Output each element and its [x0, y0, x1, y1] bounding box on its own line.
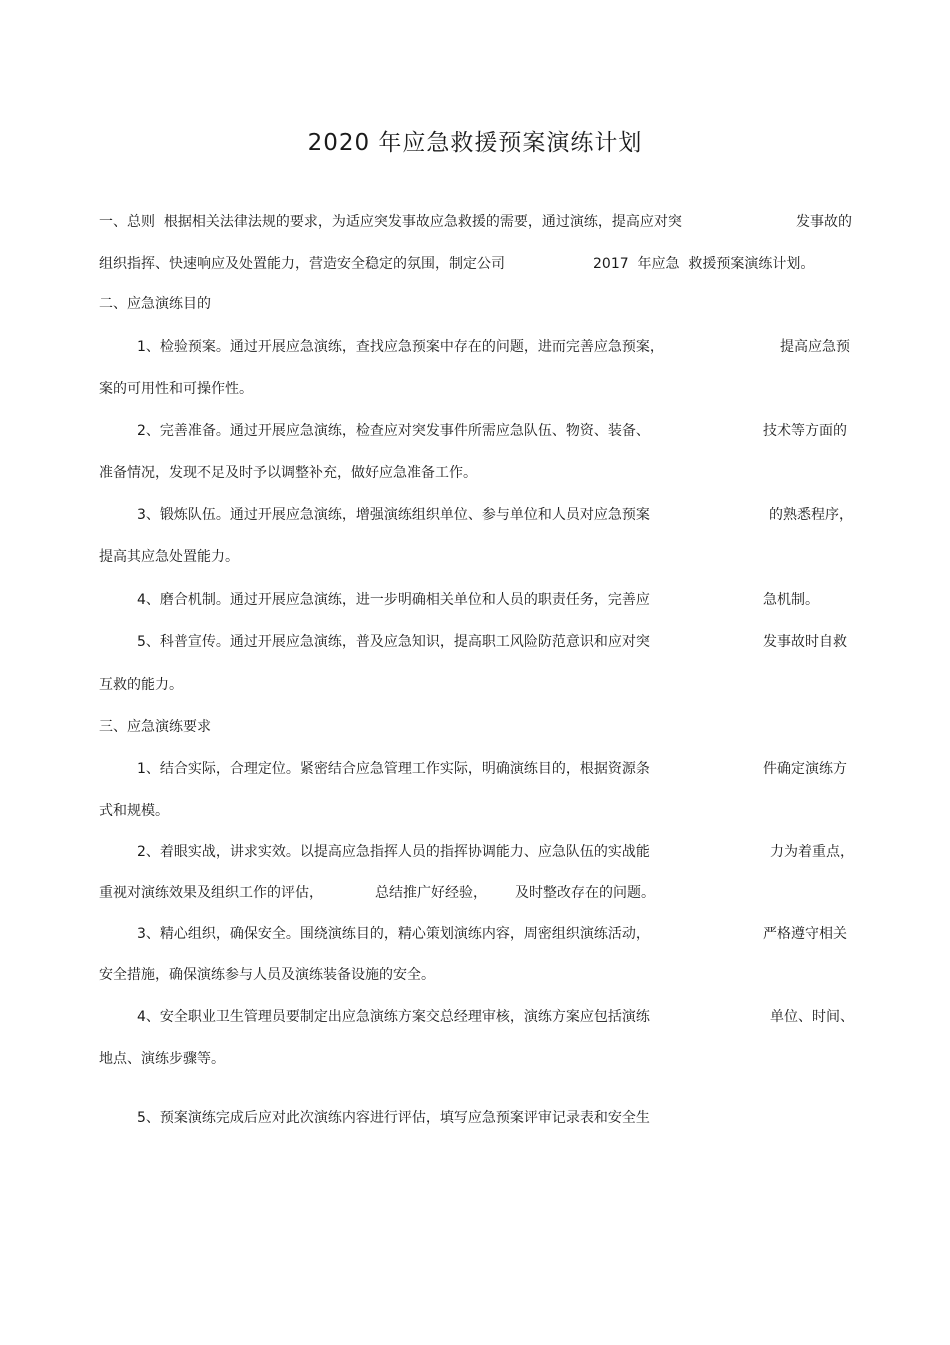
general-text: 一、总则 根据相关法律法规的要求，为适应突发事故应急救援的需要，通过演练，提高应对突: [99, 214, 682, 230]
paragraph-text: 重视对演练效果及组织工作的评估，: [99, 885, 323, 901]
paragraph-text: 1、结合实际，合理定位。紧密结合应急管理工作实际，明确演练目的，根据资源条: [137, 761, 650, 777]
paragraph-text: 2、完善准备。通过开展应急演练，检查应对突发事件所需应急队伍、物资、装备、: [137, 423, 650, 439]
paragraph-text: 5、预案演练完成后应对此次演练内容进行评估，填写应急预案评审记录表和安全生: [137, 1110, 650, 1126]
paragraph-text: 4、磨合机制。通过开展应急演练，进一步明确相关单位和人员的职责任务，完善应: [137, 592, 650, 608]
paragraph-text: 发事故时自救: [763, 634, 847, 650]
paragraph-text: 严格遵守相关: [763, 926, 847, 942]
paragraph-text: 总结推广好经验，: [375, 885, 487, 901]
section-heading: 二、应急演练目的: [99, 296, 211, 312]
paragraph-text: 3、锻炼队伍。通过开展应急演练，增强演练组织单位、参与单位和人员对应急预案: [137, 507, 650, 523]
paragraph-text: 单位、时间、: [770, 1009, 854, 1025]
paragraph-text: 及时整改存在的问题。: [515, 885, 655, 901]
paragraph-text: 地点、演练步骤等。: [99, 1051, 225, 1067]
paragraph-text: 安全措施，确保演练参与人员及演练装备设施的安全。: [99, 967, 435, 983]
general-text: 组织指挥、快速响应及处置能力，营造安全稳定的氛围，制定公司: [99, 256, 505, 272]
paragraph-text: 5、科普宣传。通过开展应急演练，普及应急知识，提高职工风险防范意识和应对突: [137, 634, 650, 650]
paragraph-text: 2、着眼实战，讲求实效。以提高应急指挥人员的指挥协调能力、应急队伍的实战能: [137, 844, 650, 860]
paragraph-text: 案的可用性和可操作性。: [99, 381, 253, 397]
section-heading: 三、应急演练要求: [99, 719, 211, 735]
paragraph-text: 互救的能力。: [99, 677, 183, 693]
document-title: 2020 年应急救援预案演练计划: [307, 130, 643, 156]
general-text: 发事故的: [796, 214, 852, 230]
paragraph-text: 急机制。: [763, 592, 819, 608]
paragraph-text: 提高其应急处置能力。: [99, 549, 239, 565]
paragraph-text: 的熟悉程序，: [769, 507, 853, 523]
paragraph-text: 4、安全职业卫生管理员要制定出应急演练方案交总经理审核，演练方案应包括演练: [137, 1009, 650, 1025]
paragraph-text: 件确定演练方: [763, 761, 847, 777]
paragraph-text: 力为着重点，: [770, 844, 854, 860]
paragraph-text: 1、检验预案。通过开展应急演练，查找应急预案中存在的问题，进而完善应急预案，: [137, 339, 664, 355]
paragraph-text: 提高应急预: [780, 339, 850, 355]
general-text: 2017 年应急 救援预案演练计划。: [593, 256, 815, 272]
paragraph-text: 3、精心组织，确保安全。围绕演练目的，精心策划演练内容，周密组织演练活动，: [137, 926, 650, 942]
paragraph-text: 准备情况，发现不足及时予以调整补充，做好应急准备工作。: [99, 465, 477, 481]
paragraph-text: 技术等方面的: [763, 423, 847, 439]
paragraph-text: 式和规模。: [99, 803, 169, 819]
